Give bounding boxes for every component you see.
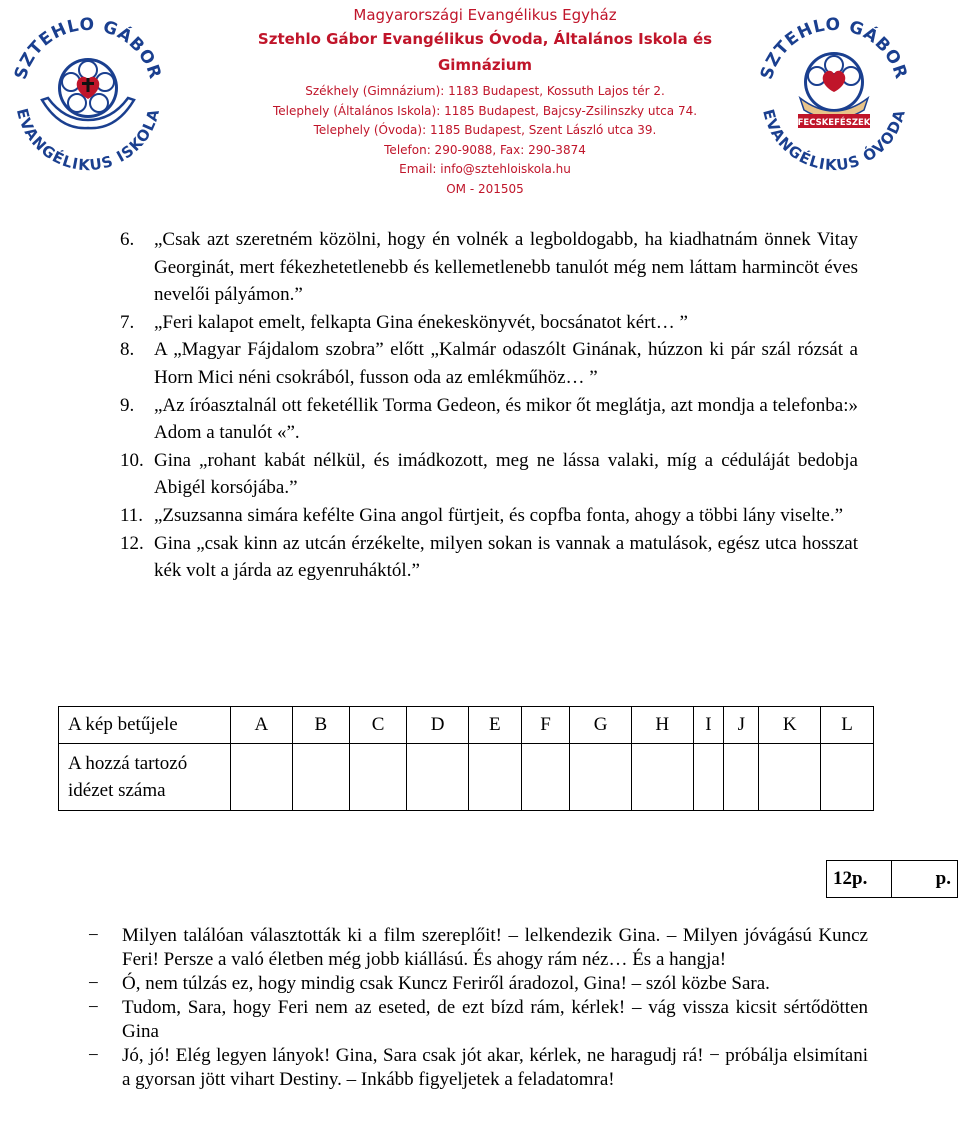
school-logo-left [2, 2, 174, 174]
quote-number: 8. [120, 339, 135, 361]
logo-right-top-text: SZTEHLO GÁBOR [756, 14, 912, 82]
answer-cell-j[interactable] [724, 744, 759, 811]
score-box [826, 860, 958, 898]
quote-item [118, 392, 858, 447]
quote-text: „Az íróasztalnál ott feketéllik Torma Gedeon, és mikor őt meglátja, azt mondja a telefonba:» Adom a tanulót «”. [154, 394, 858, 444]
answer-cell-k[interactable] [759, 744, 821, 811]
quote-item [118, 336, 858, 391]
letter-cell: H [631, 707, 693, 744]
school-name: Sztehlo Gábor Evangélikus Óvoda, Általános Iskola és Gimnázium [257, 30, 713, 74]
ovoda-emblem [748, 2, 920, 174]
answer-cell-f[interactable] [521, 744, 569, 811]
letter-cell: I [693, 707, 724, 744]
earned-points[interactable]: p. [892, 861, 958, 898]
letter-cell: J [724, 707, 759, 744]
dialogue-list [88, 924, 868, 1092]
letters-row [59, 707, 874, 744]
banner-text: FECSKEFÉSZEK [797, 118, 871, 128]
quote-item [118, 530, 858, 585]
answer-cell-a[interactable] [231, 744, 293, 811]
quote-number: 7. [120, 311, 135, 333]
letter-cell: C [349, 707, 406, 744]
quote-number: 11. [120, 504, 144, 526]
quote-text: Gina „rohant kabát nélkül, és imádkozott, meg ne lássa valaki, míg a céduláját bedobja Abigél korsójába.” [154, 449, 858, 499]
dialogue-line [88, 1044, 868, 1092]
luther-rose-icon [804, 52, 864, 112]
quote-item [118, 226, 858, 309]
dash-marker: − [88, 1045, 99, 1066]
letterhead-text [230, 4, 740, 199]
dialogue-text: Ó, nem túlzás ez, hogy mindig csak Kuncz Feriről áradozol, Gina! ‒ szól közbe Sara. [122, 973, 770, 994]
logo-right-bottom-text: EVANGÉLIKUS ÓVODA [759, 107, 909, 174]
max-points: 12p. [827, 861, 892, 898]
quote-text: Gina „csak kinn az utcán érzékelte, milyen sokan is vannak a matulások, egész utca hosszat kék volt a járda az egyenruháktól.” [154, 532, 858, 582]
quote-item [118, 447, 858, 502]
quote-text: „Feri kalapot emelt, felkapta Gina énekeskönyvét, bocsánatot kért… ” [154, 311, 688, 333]
answer-table [58, 706, 874, 811]
answer-cell-h[interactable] [631, 744, 693, 811]
church-name: Magyarországi Evangélikus Egyház [353, 6, 617, 24]
answer-cell-l[interactable] [821, 744, 874, 811]
letter-cell: G [570, 707, 632, 744]
answer-cell-g[interactable] [570, 744, 632, 811]
letter-cell: K [759, 707, 821, 744]
answer-cell-e[interactable] [468, 744, 521, 811]
dialogue-line [88, 996, 868, 1044]
dialogue-text: Milyen találóan választották ki a film szereplőit! ‒ lelkendezik Gina. ‒ Milyen jóvágású Kuncz Feri! Persze a való életben még jobb kiállású. És ahogy rám néz… És a hangja! [122, 925, 868, 970]
om-number: OM - 201505 [446, 181, 524, 196]
quote-number: 6. [120, 229, 135, 250]
phone-fax: Telefon: 290-9088, Fax: 290-3874 [384, 142, 586, 157]
quote-number: 10. [120, 449, 144, 471]
logo-left-bottom-text: EVANGÉLIKUS ISKOLA [12, 106, 164, 174]
answer-cell-b[interactable] [292, 744, 349, 811]
address-kindergarten: Telephely (Óvoda): 1185 Budapest, Szent László utca 39. [313, 123, 657, 137]
logo-left-top-text: SZTEHLO GÁBOR [10, 14, 166, 82]
letter-cell: A [231, 707, 293, 744]
answer-cell-c[interactable] [349, 744, 406, 811]
dash-marker: − [88, 997, 99, 1018]
quote-number: 12. [120, 532, 144, 554]
quote-item [118, 502, 858, 530]
quote-text: „Zsuzsanna simára kefélte Gina angol fürtjeit, és copfba fonta, ahogy a többi lány viselte.” [154, 504, 844, 526]
school-logo-right [748, 2, 920, 174]
letter-cell: F [521, 707, 569, 744]
address-primary-school: Telephely (Általános Iskola): 1185 Budapest, Bajcsy-Zsilinszky utca 74. [272, 103, 698, 118]
letter-cell: D [407, 707, 469, 744]
address-main: Székhely (Gimnázium): 1183 Budapest, Kossuth Lajos tér 2. [305, 84, 665, 98]
dialogue-text: Tudom, Sara, hogy Feri nem az eseted, de ezt bízd rám, kérlek! ‒ vág vissza kicsit sértődötten Gina [122, 997, 868, 1042]
dash-marker: − [88, 973, 99, 994]
dialogue-line [88, 924, 868, 972]
email: Email: info@sztehloiskola.hu [399, 162, 571, 176]
dash-marker: − [88, 925, 99, 946]
answer-cell-d[interactable] [407, 744, 469, 811]
quote-item [118, 309, 858, 337]
letter-cell: B [292, 707, 349, 744]
quote-text: A „Magyar Fájdalom szobra” előtt „Kalmár odaszólt Ginának, húzzon ki pár szál rózsát a Horn Mici néni csokrából, fusson oda az emlékműhöz… ” [154, 339, 858, 388]
letters-row-header: A kép betűjele [59, 707, 231, 744]
letter-cell: L [821, 707, 874, 744]
dialogue-line [88, 972, 868, 996]
quote-number: 9. [120, 394, 135, 416]
quote-text: „Csak azt szeretném közölni, hogy én volnék a legboldogabb, ha kiadhatnám önnek Vitay Georginát, mert fékezhetetlenebb és kellemetlenebb tanulót még nem láttam harmincöt éves nevelői pályámon.” [154, 229, 858, 306]
dialogue-text: Jó, jó! Elég legyen lányok! Gina, Sara csak jót akar, kérlek, ne haragudj rá! − próbálja elsimítani a gyorsan jött vihart Destiny. ‒ Inkább figyeljetek a feladatomra! [122, 1045, 868, 1090]
quote-list [118, 226, 858, 585]
letterhead [0, 0, 960, 196]
letter-cell: E [468, 707, 521, 744]
answers-row-header: A hozzá tartozó idézet száma [59, 744, 231, 811]
luther-rose-icon [58, 58, 118, 118]
answer-cell-i[interactable] [693, 744, 724, 811]
answers-row [59, 744, 874, 811]
iskola-emblem [2, 2, 174, 174]
